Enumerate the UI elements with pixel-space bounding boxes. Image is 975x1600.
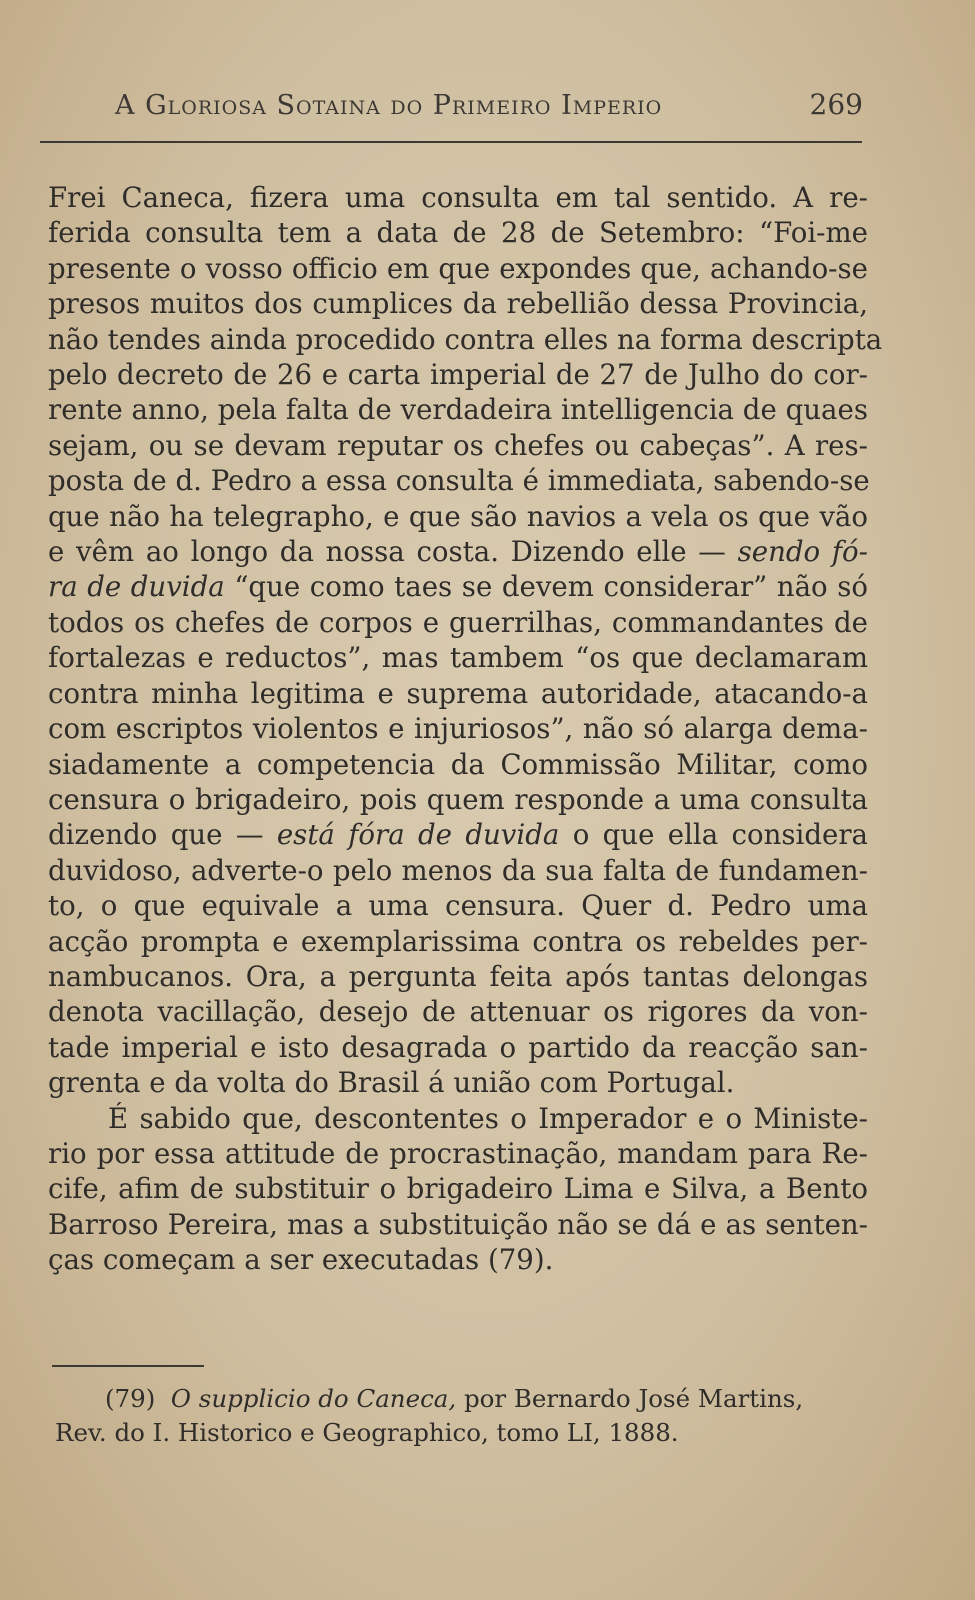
body-text bbox=[48, 180, 883, 1278]
page-number: 269 bbox=[809, 88, 863, 121]
text-line: presente o vosso officio em que expondes que, achando-se bbox=[48, 251, 868, 285]
text-line bbox=[48, 569, 868, 604]
text-line: pelo decreto de 26 e carta imperial de 27 de Julho do cor- bbox=[48, 358, 868, 392]
header-rule bbox=[40, 141, 862, 143]
italic-quote: sendo fó- bbox=[737, 535, 868, 569]
text-line: fortalezas e reductos”, mas tambem “os que declamaram bbox=[48, 641, 868, 675]
text-line: sejam, ou se devam reputar os chefes ou cabeças”. A res- bbox=[48, 428, 868, 462]
italic-quote: ra de duvida bbox=[48, 570, 225, 604]
italic-quote: está fóra de duvida bbox=[276, 818, 560, 852]
text-line: duvidoso, adverte-o pelo menos da sua falta de fundamen- bbox=[48, 853, 868, 887]
text-line bbox=[48, 534, 868, 569]
text-line: denota vacillação, desejo de attenuar os rigores da von- bbox=[48, 995, 868, 1029]
footnote-line bbox=[55, 1382, 885, 1416]
text-line: cife, afim de substituir o brigadeiro Lima e Silva, a Bento bbox=[48, 1172, 868, 1206]
text-line: rente anno, pela falta de verdadeira intelligencia de quaes bbox=[48, 393, 868, 427]
text-run: o que ella considera bbox=[572, 818, 868, 852]
text-line: contra minha legitima e suprema autoridade, atacando-a bbox=[48, 676, 868, 710]
footnote bbox=[55, 1382, 885, 1450]
text-line: acção prompta e exemplarissima contra os rebeldes per- bbox=[48, 924, 868, 958]
footnote-text: por Bernardo José Martins, bbox=[464, 1384, 804, 1413]
text-line: não tendes ainda procedido contra elles na forma descripta bbox=[48, 322, 883, 356]
running-head bbox=[115, 88, 863, 121]
text-line: posta de d. Pedro a essa consulta é immediata, sabendo-se bbox=[48, 464, 870, 498]
text-line bbox=[48, 817, 868, 852]
footnote-line: Rev. do I. Historico e Geographico, tomo LI, 1888. bbox=[55, 1418, 679, 1447]
text-line: to, o que equivale a uma censura. Quer d. Pedro uma bbox=[48, 889, 868, 923]
text-line: que não ha telegrapho, e que são navios a vela os que vão bbox=[48, 499, 868, 533]
text-line: rio por essa attitude de procrastinação, mandam para Re- bbox=[48, 1136, 868, 1170]
text-run: “que como taes se devem considerar” não só bbox=[234, 570, 868, 604]
footnote-marker: (79) bbox=[105, 1384, 156, 1413]
text-line: ças começam a ser executadas (79). bbox=[48, 1243, 554, 1277]
text-line: nambucanos. Ora, a pergunta feita após tantas delongas bbox=[48, 959, 868, 993]
text-line: ferida consulta tem a data de 28 de Setembro: “Foi-me bbox=[48, 216, 868, 250]
text-line: grenta e da volta do Brasil á união com Portugal. bbox=[48, 1066, 735, 1100]
footnote-title: O supplicio do Caneca, bbox=[170, 1384, 457, 1413]
footnote-rule bbox=[52, 1365, 204, 1367]
text-line: Frei Caneca, fizera uma consulta em tal sentido. A re- bbox=[48, 181, 868, 214]
text-line: siadamente a competencia da Commissão Militar, como bbox=[48, 747, 868, 781]
text-line: É sabido que, descontentes o Imperador e o Ministe- bbox=[108, 1101, 868, 1135]
text-run: dizendo que — bbox=[48, 818, 264, 852]
text-line: com escriptos violentos e injuriosos”, não só alarga dema- bbox=[48, 712, 868, 746]
text-line: todos os chefes de corpos e guerrilhas, commandantes de bbox=[48, 605, 868, 639]
text-line: Barroso Pereira, mas a substituição não se dá e as senten- bbox=[48, 1207, 868, 1241]
text-line: presos muitos dos cumplices da rebellião dessa Provincia, bbox=[48, 287, 868, 321]
text-run: e vêm ao longo da nossa costa. Dizendo elle — bbox=[48, 535, 726, 569]
text-line: tade imperial e isto desagrada o partido da reacção san- bbox=[48, 1030, 868, 1064]
running-head-title: A Gloriosa Sotaina do Primeiro Imperio bbox=[115, 90, 663, 121]
text-line: censura o brigadeiro, pois quem responde a uma consulta bbox=[48, 782, 868, 816]
